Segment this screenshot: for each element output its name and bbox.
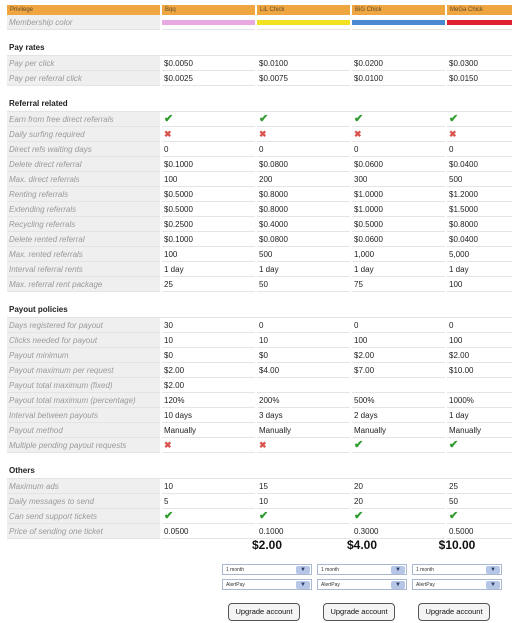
row-label: Pay per referral click: [7, 71, 160, 86]
table-row: [7, 202, 512, 217]
table-cell: $0.8000: [257, 202, 350, 217]
table-cell: $10.00: [447, 363, 512, 378]
plan-header: Bqq: [162, 5, 255, 15]
table-cell: [447, 127, 512, 142]
membership-color-swatch: [257, 20, 350, 25]
table-cell: 0: [447, 142, 512, 157]
row-label: Delete rented referral: [7, 232, 160, 247]
table-cell: 1 day: [447, 262, 512, 277]
table-cell: 1 day: [257, 262, 350, 277]
cross-icon: ✖: [164, 129, 172, 139]
table-cell: 20: [352, 479, 445, 494]
table-cell: $0.0600: [352, 157, 445, 172]
checkmark-icon: ✔: [354, 510, 364, 522]
table-cell: [162, 509, 255, 524]
row-label: Pay per click: [7, 56, 160, 71]
row-label: Max. direct referrals: [7, 172, 160, 187]
table-cell: Manually: [447, 423, 512, 438]
chevron-down-icon[interactable]: ▼: [486, 566, 500, 574]
processor-select[interactable]: [412, 579, 502, 590]
table-cell: $4.00: [257, 363, 350, 378]
table-cell: $1.5000: [447, 202, 512, 217]
membership-color-swatch: [447, 20, 512, 25]
row-label: Clicks needed for payout: [7, 333, 160, 348]
row-label: Membership color: [7, 15, 160, 30]
row-label: Daily messages to send: [7, 494, 160, 509]
table-cell: 200: [257, 172, 350, 187]
table-cell: 10: [257, 333, 350, 348]
privilege-header: Privilege: [7, 5, 160, 15]
period-select[interactable]: [222, 564, 312, 575]
table-cell: $0.0300: [447, 56, 512, 71]
table-row: [7, 378, 512, 393]
table-cell: $0.5000: [352, 217, 445, 232]
purchase-plan-mega-chick: [412, 538, 502, 621]
spacer-cell: [7, 453, 512, 463]
row-label: Extending referrals: [7, 202, 160, 217]
table-cell: 0: [257, 318, 350, 333]
table-cell: 2 days: [352, 408, 445, 423]
table-cell: 0.3000: [352, 524, 445, 539]
row-label: Delete direct referral: [7, 157, 160, 172]
table-cell: 0: [162, 142, 255, 157]
table-cell: [352, 378, 445, 393]
table-row: [7, 56, 512, 71]
checkmark-icon: ✔: [449, 510, 459, 522]
membership-color-cell: [352, 15, 445, 30]
table-row: [7, 217, 512, 232]
table-cell: $0.0150: [447, 71, 512, 86]
section-title: Others: [7, 463, 512, 479]
section-title: Referral related: [7, 96, 512, 112]
period-select[interactable]: [412, 564, 502, 575]
checkmark-icon: ✔: [449, 439, 459, 451]
section-spacer: [7, 453, 512, 463]
table-cell: 0: [257, 142, 350, 157]
table-cell: 100: [162, 247, 255, 262]
table-cell: [257, 509, 350, 524]
table-cell: 10: [162, 479, 255, 494]
table-cell: [447, 112, 512, 127]
table-cell: 0: [352, 142, 445, 157]
table-cell: 50: [257, 277, 350, 292]
table-cell: 1 day: [352, 262, 445, 277]
spacer-cell: [7, 292, 512, 302]
plan-price: $4.00: [346, 538, 378, 552]
upgrade-account-button[interactable]: Upgrade account: [228, 603, 300, 621]
table-cell: [257, 438, 350, 453]
table-row: [7, 524, 512, 539]
table-cell: 500: [257, 247, 350, 262]
table-cell: 20: [352, 494, 445, 509]
row-label: Earn from free direct referrals: [7, 112, 160, 127]
section-title-row: [7, 302, 512, 318]
table-row: [7, 423, 512, 438]
plan-price: $2.00: [251, 538, 283, 552]
table-cell: 200%: [257, 393, 350, 408]
table-cell: [447, 509, 512, 524]
table-cell: 10 days: [162, 408, 255, 423]
checkmark-icon: ✔: [259, 510, 269, 522]
plan-price: $10.00: [438, 538, 476, 552]
table-cell: 0.5000: [447, 524, 512, 539]
table-cell: $0.0800: [257, 157, 350, 172]
period-select-value: 1 month: [416, 566, 435, 573]
table-cell: 10: [162, 333, 255, 348]
table-cell: 50: [447, 494, 512, 509]
section-title-row: [7, 40, 512, 56]
table-cell: 5,000: [447, 247, 512, 262]
processor-select-value: AlertPay: [416, 581, 435, 588]
spacer-cell: [7, 30, 512, 40]
table-cell: $0.1000: [162, 157, 255, 172]
table-cell: 500%: [352, 393, 445, 408]
table-row: [7, 393, 512, 408]
table-row: [7, 262, 512, 277]
plan-header: LiL Chick: [257, 5, 350, 15]
table-cell: 1 day: [162, 262, 255, 277]
membership-color-cell: [162, 15, 255, 30]
table-cell: $0.0100: [257, 56, 350, 71]
processor-select-value: AlertPay: [321, 581, 340, 588]
table-cell: $0.0075: [257, 71, 350, 86]
table-row: [7, 509, 512, 524]
table-cell: $0: [257, 348, 350, 363]
section-title-row: [7, 96, 512, 112]
table-cell: [162, 127, 255, 142]
row-label: Payout total maximum (percentage): [7, 393, 160, 408]
table-cell: $7.00: [352, 363, 445, 378]
processor-select-value: AlertPay: [226, 581, 245, 588]
table-cell: 100: [447, 277, 512, 292]
table-cell: 100: [162, 172, 255, 187]
table-cell: 120%: [162, 393, 255, 408]
purchase-plan-big-chick: [317, 538, 407, 621]
table-cell: $2.00: [447, 348, 512, 363]
table-cell: 0.1000: [257, 524, 350, 539]
table-header-row: [7, 5, 512, 15]
checkmark-icon: ✔: [449, 113, 459, 125]
table-cell: 3 days: [257, 408, 350, 423]
processor-select[interactable]: [222, 579, 312, 590]
table-row: [7, 333, 512, 348]
period-select[interactable]: [317, 564, 407, 575]
table-cell: $0.5000: [162, 187, 255, 202]
row-label: Interval between payouts: [7, 408, 160, 423]
table-cell: $1.2000: [447, 187, 512, 202]
table-cell: [447, 378, 512, 393]
upgrade-account-button[interactable]: Upgrade account: [418, 603, 490, 621]
chevron-down-icon[interactable]: ▼: [391, 566, 405, 574]
checkmark-icon: ✔: [354, 439, 364, 451]
row-label: Direct refs waiting days: [7, 142, 160, 157]
table-row: [7, 232, 512, 247]
table-row: [7, 363, 512, 378]
row-label: Payout total maximum (fixed): [7, 378, 160, 393]
table-cell: 0: [352, 318, 445, 333]
table-row: [7, 318, 512, 333]
table-cell: [257, 127, 350, 142]
table-cell: $1.0000: [352, 187, 445, 202]
row-label: Daily surfing required: [7, 127, 160, 142]
table-cell: [352, 438, 445, 453]
table-row: [7, 479, 512, 494]
cross-icon: ✖: [449, 129, 457, 139]
table-cell: $0.8000: [447, 217, 512, 232]
cross-icon: ✖: [259, 129, 267, 139]
chevron-down-icon[interactable]: ▼: [296, 566, 310, 574]
row-label: Payout method: [7, 423, 160, 438]
table-cell: 75: [352, 277, 445, 292]
table-cell: $0: [162, 348, 255, 363]
table-cell: $0.0200: [352, 56, 445, 71]
row-label: Max. rented referrals: [7, 247, 160, 262]
table-row: [7, 408, 512, 423]
table-cell: 1 day: [447, 408, 512, 423]
row-label: Payout maximum per request: [7, 363, 160, 378]
table-cell: 100: [447, 333, 512, 348]
cross-icon: ✖: [259, 440, 267, 450]
table-row: [7, 172, 512, 187]
table-cell: $0.1000: [162, 232, 255, 247]
checkmark-icon: ✔: [354, 113, 364, 125]
plan-header: MeGa Chick: [447, 5, 512, 15]
table-cell: [352, 127, 445, 142]
table-cell: [352, 509, 445, 524]
table-cell: [257, 112, 350, 127]
section-title: Pay rates: [7, 40, 512, 56]
upgrade-account-button[interactable]: Upgrade account: [323, 603, 395, 621]
period-select-value: 1 month: [321, 566, 340, 573]
table-row: [7, 127, 512, 142]
table-cell: [257, 378, 350, 393]
table-cell: [162, 112, 255, 127]
table-row: [7, 187, 512, 202]
table-cell: $2.00: [352, 348, 445, 363]
table-cell: $0.0600: [352, 232, 445, 247]
table-cell: 1,000: [352, 247, 445, 262]
row-label: Renting referrals: [7, 187, 160, 202]
table-cell: $0.2500: [162, 217, 255, 232]
table-cell: $1.0000: [352, 202, 445, 217]
table-cell: Manually: [257, 423, 350, 438]
table-row: [7, 142, 512, 157]
membership-color-swatch: [162, 20, 255, 25]
membership-color-cell: [257, 15, 350, 30]
table-cell: 100: [352, 333, 445, 348]
chevron-down-icon[interactable]: ▼: [391, 581, 405, 589]
row-label: Payout minimum: [7, 348, 160, 363]
membership-color-cell: [447, 15, 512, 30]
checkmark-icon: ✔: [164, 113, 174, 125]
membership-color-row: [7, 15, 512, 30]
table-row: [7, 438, 512, 453]
table-cell: [162, 438, 255, 453]
table-cell: 0: [447, 318, 512, 333]
row-label: Price of sending one ticket: [7, 524, 160, 539]
membership-comparison-table: [5, 5, 512, 539]
table-cell: 30: [162, 318, 255, 333]
table-cell: Manually: [352, 423, 445, 438]
table-cell: 500: [447, 172, 512, 187]
table-cell: Manually: [162, 423, 255, 438]
chevron-down-icon[interactable]: ▼: [486, 581, 500, 589]
period-select-value: 1 month: [226, 566, 245, 573]
chevron-down-icon[interactable]: ▼: [296, 581, 310, 589]
table-cell: [352, 112, 445, 127]
table-row: [7, 71, 512, 86]
table-cell: 15: [257, 479, 350, 494]
table-cell: $0.4000: [257, 217, 350, 232]
spacer-cell: [7, 86, 512, 96]
table-row: [7, 348, 512, 363]
cross-icon: ✖: [354, 129, 362, 139]
row-label: Recycling referrals: [7, 217, 160, 232]
table-cell: 10: [257, 494, 350, 509]
table-cell: $0.8000: [257, 187, 350, 202]
table-cell: 1000%: [447, 393, 512, 408]
table-row: [7, 494, 512, 509]
table-cell: [447, 438, 512, 453]
table-cell: $0.0800: [257, 232, 350, 247]
membership-color-swatch: [352, 20, 445, 25]
table-row: [7, 157, 512, 172]
table-cell: 25: [162, 277, 255, 292]
row-label: Days registered for payout: [7, 318, 160, 333]
section-spacer: [7, 86, 512, 96]
table-cell: $0.0050: [162, 56, 255, 71]
row-label: Maximum ads: [7, 479, 160, 494]
table-row: [7, 112, 512, 127]
section-title: Payout policies: [7, 302, 512, 318]
processor-select[interactable]: [317, 579, 407, 590]
plan-header: BiG Chick: [352, 5, 445, 15]
table-cell: 0.0500: [162, 524, 255, 539]
table-cell: $2.00: [162, 378, 255, 393]
row-label: Max. referral rent package: [7, 277, 160, 292]
purchase-plan-lil-chick: [222, 538, 312, 621]
table-cell: 300: [352, 172, 445, 187]
table-cell: $0.0100: [352, 71, 445, 86]
table-row: [7, 277, 512, 292]
row-label: Can send support tickets: [7, 509, 160, 524]
checkmark-icon: ✔: [259, 113, 269, 125]
section-spacer: [7, 292, 512, 302]
table-cell: 5: [162, 494, 255, 509]
table-cell: $0.5000: [162, 202, 255, 217]
table-row: [7, 247, 512, 262]
table-cell: $0.0400: [447, 157, 512, 172]
table-cell: $0.0025: [162, 71, 255, 86]
row-label: Interval referral rents: [7, 262, 160, 277]
table-cell: $2.00: [162, 363, 255, 378]
table-cell: 25: [447, 479, 512, 494]
section-spacer: [7, 30, 512, 40]
row-label: Multiple pending payout requests: [7, 438, 160, 453]
cross-icon: ✖: [164, 440, 172, 450]
table-cell: $0.0400: [447, 232, 512, 247]
section-title-row: [7, 463, 512, 479]
checkmark-icon: ✔: [164, 510, 174, 522]
